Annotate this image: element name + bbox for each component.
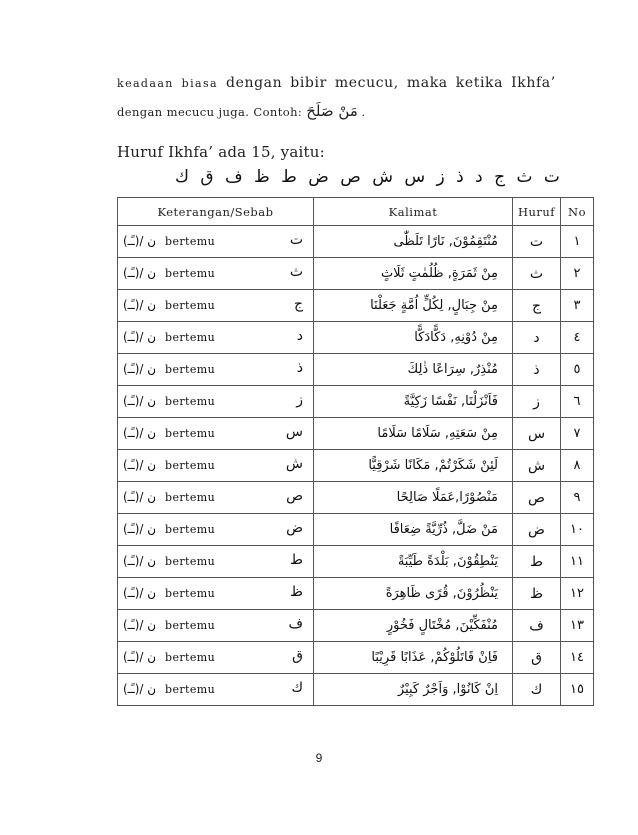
kalimat-cell: مُنْتَقِمُوْنَ, نَارًا تَلَظّٰى	[314, 226, 513, 258]
sebab-huruf: ض	[286, 520, 303, 536]
kalimat-cell: مِنْ جِبَالٍ, لِكُلٍّ اُمَّةٍ جَعَلْنَا	[314, 290, 513, 322]
sebab-bertemu: bertemu	[165, 267, 216, 280]
keterangan-cell	[118, 546, 314, 578]
sebab-nun-tanwin: ن /(ـًـ)	[123, 682, 157, 696]
keterangan-cell	[118, 322, 314, 354]
keterangan-cell	[118, 674, 314, 706]
huruf-cell: ف	[513, 610, 561, 642]
sebab-nun-tanwin: ن /(ـًـ)	[123, 522, 157, 536]
no-cell: ٦	[561, 386, 594, 418]
no-cell: ١٠	[561, 514, 594, 546]
sebab-huruf: س	[285, 424, 303, 440]
table-row	[118, 546, 594, 578]
kalimat-cell: مِنْ دُوْنِهِ, دَكًّادَكًّا	[314, 322, 513, 354]
table-row	[118, 674, 594, 706]
sebab-bertemu: bertemu	[165, 587, 216, 600]
huruf-cell: ث	[513, 258, 561, 290]
sebab-bertemu: bertemu	[165, 683, 216, 696]
intro-line-2-text: dengan mecucu juga. Contoh:	[117, 105, 307, 119]
sebab-nun-tanwin: ن /(ـًـ)	[123, 554, 157, 568]
sebab-bertemu: bertemu	[165, 395, 216, 408]
sebab-nun-tanwin: ن /(ـًـ)	[123, 394, 157, 408]
sebab-huruf: ص	[286, 488, 303, 504]
keterangan-cell	[118, 386, 314, 418]
sebab-nun-tanwin: ن /(ـًـ)	[123, 298, 157, 312]
sebab-bertemu: bertemu	[165, 427, 216, 440]
ikhfa-letters-line: ت ث ج د ذ ز س ش ص ض ط ظ ف ق ك	[175, 167, 560, 187]
table-row	[118, 290, 594, 322]
intro-line-1-lead: keadaan biasa	[117, 77, 218, 90]
table-row	[118, 322, 594, 354]
sebab-nun-tanwin: ن /(ـًـ)	[123, 618, 157, 632]
kalimat-cell: لَئِنْ شَكَرْتُمْ, مَكَانًا شَرْقِيًّا	[314, 450, 513, 482]
sebab-bertemu: bertemu	[165, 235, 216, 248]
header-no: No	[561, 198, 594, 226]
no-cell: ١٢	[561, 578, 594, 610]
table-row	[118, 514, 594, 546]
no-cell: ٨	[561, 450, 594, 482]
sebab-bertemu: bertemu	[165, 619, 216, 632]
example-arabic: مَنْ صَلَحَ	[306, 102, 358, 120]
sebab-bertemu: bertemu	[165, 651, 216, 664]
sebab-bertemu: bertemu	[165, 459, 216, 472]
no-cell: ١	[561, 226, 594, 258]
table-row	[118, 642, 594, 674]
kalimat-cell: مَنْصُوْرًا,عَمَلًا صَالِحًا	[314, 482, 513, 514]
keterangan-cell	[118, 642, 314, 674]
header-kalimat: Kalimat	[314, 198, 513, 226]
sebab-huruf: ك	[291, 680, 303, 696]
table-header-row	[118, 198, 594, 226]
huruf-cell: ز	[513, 386, 561, 418]
keterangan-cell	[118, 610, 314, 642]
table-row	[118, 386, 594, 418]
kalimat-cell: فَاَنْزَلْنَا, نَفْسًا زَكِيَّةً	[314, 386, 513, 418]
sebab-bertemu: bertemu	[165, 491, 216, 504]
sebab-nun-tanwin: ن /(ـًـ)	[123, 490, 157, 504]
ikhfa-table	[117, 197, 594, 706]
sebab-nun-tanwin: ن /(ـًـ)	[123, 650, 157, 664]
huruf-cell: د	[513, 322, 561, 354]
intro-line-2-end: .	[357, 105, 366, 119]
sebab-bertemu: bertemu	[165, 331, 216, 344]
kalimat-cell: مِنْ سَعَتِهِ, سَلَامًا سَلَامًا	[314, 418, 513, 450]
no-cell: ٢	[561, 258, 594, 290]
keterangan-cell	[118, 578, 314, 610]
huruf-cell: ذ	[513, 354, 561, 386]
table-row	[118, 418, 594, 450]
keterangan-cell	[118, 226, 314, 258]
sebab-bertemu: bertemu	[165, 363, 216, 376]
no-cell: ٣	[561, 290, 594, 322]
kalimat-cell: اِنْ كَانُوْا, وَاَجْرٌ كَبِيْرٌ	[314, 674, 513, 706]
no-cell: ٥	[561, 354, 594, 386]
sebab-huruf: ش	[285, 456, 303, 472]
huruf-cell: ك	[513, 674, 561, 706]
sebab-nun-tanwin: ن /(ـًـ)	[123, 362, 157, 376]
kalimat-cell: فَاِنْ قَاتَلُوْكُمْ, عَذَابًا قَرِيْبًا	[314, 642, 513, 674]
no-cell: ٤	[561, 322, 594, 354]
kalimat-cell: يَنْطِقُوْنَ, بَلْدَةً طَيِّبَةً	[314, 546, 513, 578]
kalimat-cell: مِنْ ثَمَرَةٍ, ظُلُمٰتٍ ثَلَاثٍ	[314, 258, 513, 290]
huruf-cell: ق	[513, 642, 561, 674]
huruf-cell: ظ	[513, 578, 561, 610]
sebab-huruf: ث	[289, 264, 303, 280]
no-cell: ٧	[561, 418, 594, 450]
huruf-cell: ط	[513, 546, 561, 578]
table-row	[118, 610, 594, 642]
sebab-nun-tanwin: ن /(ـًـ)	[123, 330, 157, 344]
sebab-huruf: ذ	[296, 360, 303, 376]
no-cell: ١٣	[561, 610, 594, 642]
sebab-nun-tanwin: ن /(ـًـ)	[123, 458, 157, 472]
kalimat-cell: مُنْفَكِّيْنَ, مُخْتَالٍ فَخُوْرٍ	[314, 610, 513, 642]
section-heading: Huruf Ikhfa’ ada 15, yaitu:	[117, 143, 325, 161]
kalimat-cell: مَنْ ضَلَّ, ذُرِّيَّةً ضِعَافًا	[314, 514, 513, 546]
no-cell: ٩	[561, 482, 594, 514]
no-cell: ١٥	[561, 674, 594, 706]
sebab-nun-tanwin: ن /(ـًـ)	[123, 586, 157, 600]
sebab-bertemu: bertemu	[165, 555, 216, 568]
sebab-nun-tanwin: ن /(ـًـ)	[123, 266, 157, 280]
huruf-cell: ص	[513, 482, 561, 514]
table-row	[118, 578, 594, 610]
sebab-huruf: ج	[293, 296, 303, 312]
intro-line-2	[117, 102, 587, 120]
kalimat-cell: مُنْذِرٌ, سِرَاعًا ذٰلِكَ	[314, 354, 513, 386]
sebab-bertemu: bertemu	[165, 523, 216, 536]
keterangan-cell	[118, 514, 314, 546]
intro-line-1-rest: dengan bibir mecucu, maka ketika Ikhfa’	[218, 75, 556, 91]
sebab-bertemu: bertemu	[165, 299, 216, 312]
keterangan-cell	[118, 450, 314, 482]
keterangan-cell	[118, 482, 314, 514]
sebab-huruf: ت	[289, 232, 303, 248]
table-row	[118, 354, 594, 386]
table-row	[118, 482, 594, 514]
no-cell: ١٤	[561, 642, 594, 674]
page-number: 9	[315, 751, 323, 765]
keterangan-cell	[118, 418, 314, 450]
table-row	[118, 258, 594, 290]
sebab-huruf: ف	[288, 616, 303, 632]
huruf-cell: ش	[513, 450, 561, 482]
header-keterangan: Keterangan/Sebab	[118, 198, 314, 226]
sebab-huruf: ز	[296, 392, 303, 408]
keterangan-cell	[118, 290, 314, 322]
table-body	[118, 226, 594, 706]
huruf-cell: ت	[513, 226, 561, 258]
huruf-cell: ج	[513, 290, 561, 322]
sebab-huruf: ط	[290, 552, 303, 568]
sebab-nun-tanwin: ن /(ـًـ)	[123, 426, 157, 440]
huruf-cell: س	[513, 418, 561, 450]
header-huruf: Huruf	[513, 198, 561, 226]
keterangan-cell	[118, 258, 314, 290]
sebab-huruf: د	[296, 328, 303, 344]
table-row	[118, 450, 594, 482]
table-row	[118, 226, 594, 258]
kalimat-cell: يَنْظُرُوْنَ, قُرًى ظَاهِرَةً	[314, 578, 513, 610]
intro-line-1	[117, 75, 587, 91]
huruf-cell: ض	[513, 514, 561, 546]
no-cell: ١١	[561, 546, 594, 578]
keterangan-cell	[118, 354, 314, 386]
sebab-huruf: ق	[292, 648, 303, 664]
intro-paragraph	[117, 75, 587, 120]
sebab-huruf: ظ	[290, 584, 303, 600]
sebab-nun-tanwin: ن /(ـًـ)	[123, 234, 157, 248]
